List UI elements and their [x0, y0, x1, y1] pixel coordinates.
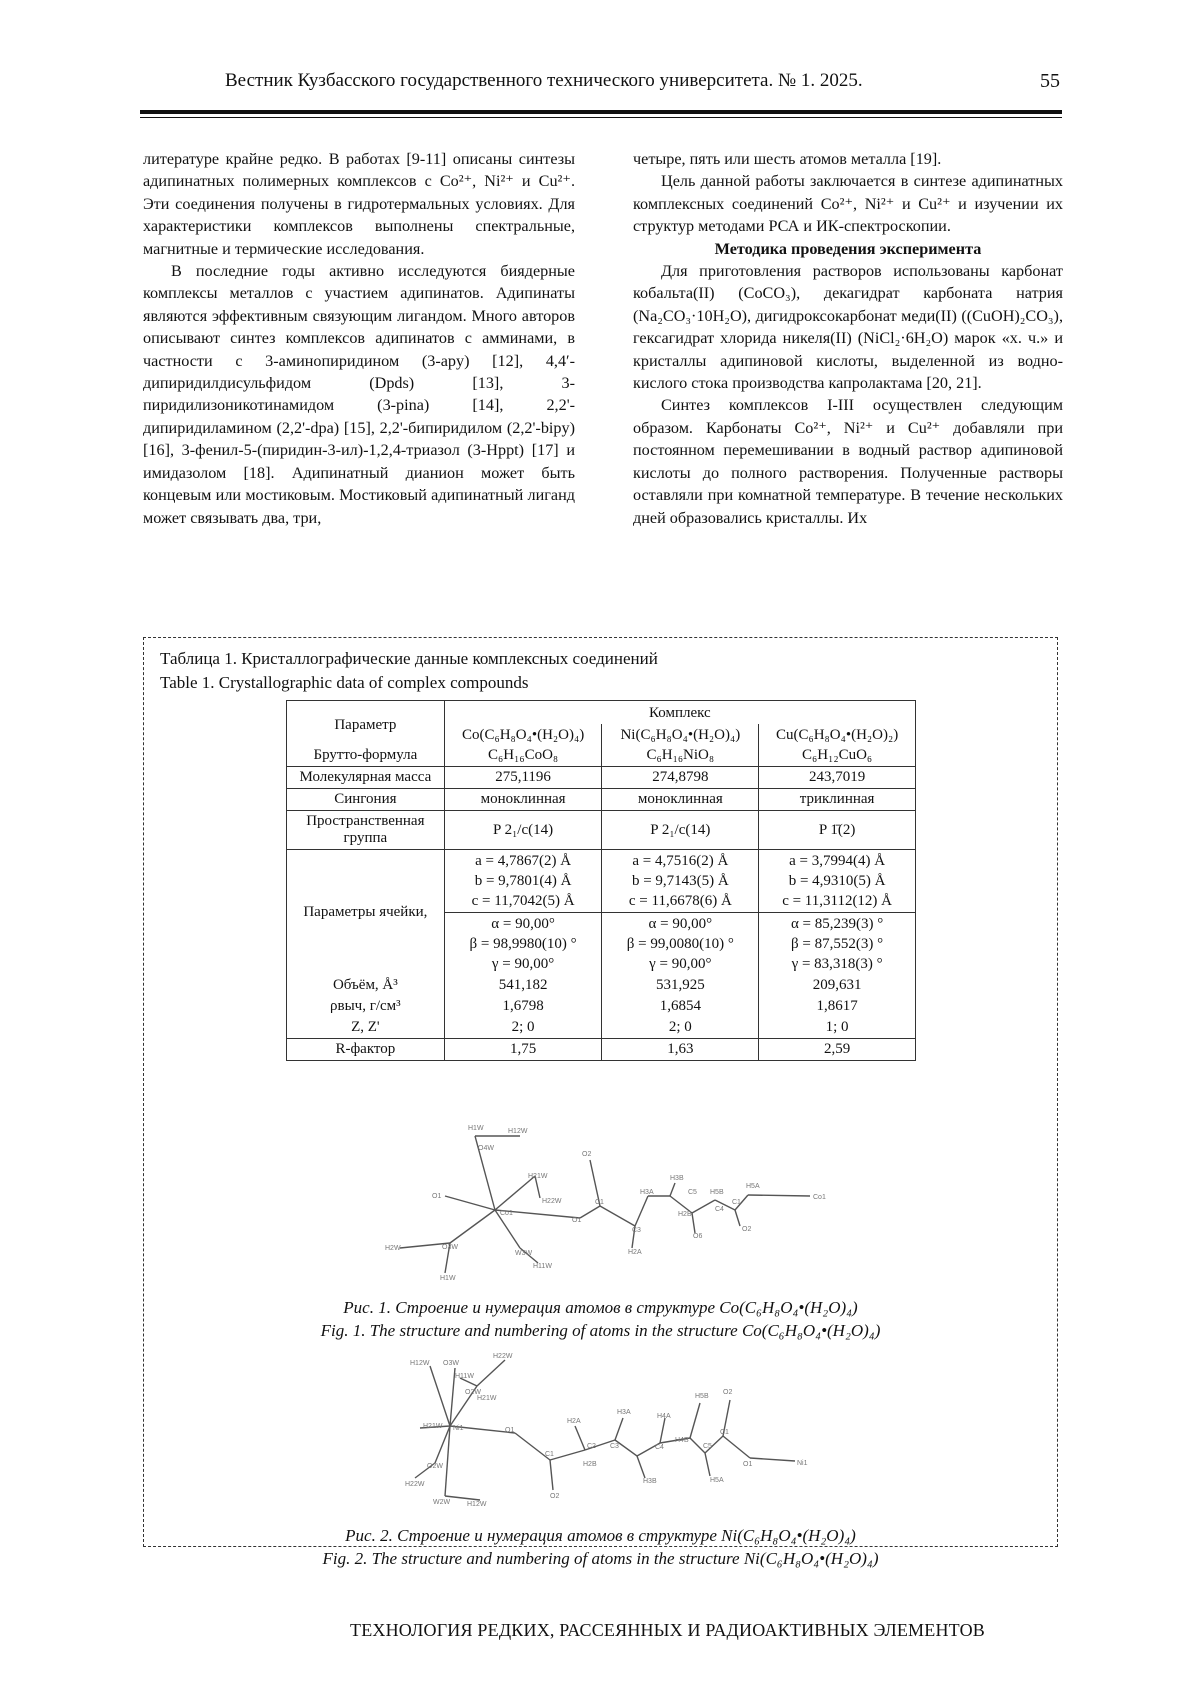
right-paragraph-1: четыре, пять или шесть атомов металла [19].	[633, 150, 942, 168]
table-value: 2,59	[759, 1039, 916, 1061]
table-cell-cu	[759, 724, 916, 767]
table-compound-co: Co(C₆H₈O₄•(H₂O)₄)	[461, 727, 585, 743]
table-param-header: Параметр	[334, 717, 397, 733]
table-caption-en: Table 1. Crystallographic data of complex compounds	[160, 673, 529, 692]
svg-text:C1: C1	[720, 1429, 729, 1436]
svg-text:H4A: H4A	[657, 1413, 671, 1420]
svg-text:O1: O1	[505, 1427, 515, 1434]
svg-text:H2B: H2B	[583, 1461, 597, 1468]
table-label-r-factor: R-фактор	[287, 1039, 445, 1061]
cell-c-cu: c = 11,3112(12) Å	[782, 893, 893, 909]
table-compound-ni: Ni(C₆H₈O₄•(H₂O)₄)	[620, 727, 741, 743]
cell-gamma-co: γ = 90,00°	[491, 956, 555, 972]
svg-text:O2W: O2W	[465, 1389, 481, 1396]
left-text-column	[143, 148, 575, 632]
svg-text:H11W: H11W	[533, 1263, 552, 1270]
table-value: 541,182	[444, 975, 602, 996]
svg-text:O1: O1	[572, 1217, 582, 1224]
cell-beta-cu: β = 87,552(3) °	[791, 936, 884, 952]
table-value: 243,7019	[759, 767, 916, 789]
cell-beta-co: β = 98,9980(10) °	[469, 936, 577, 952]
svg-text:H22W: H22W	[542, 1198, 562, 1205]
svg-text:O3W: O3W	[442, 1244, 458, 1251]
table-row-density	[287, 996, 916, 1017]
cell-c-co: c = 11,7042(5) Å	[471, 893, 575, 909]
table-row-molar-mass	[287, 767, 916, 789]
svg-text:H2A: H2A	[567, 1418, 581, 1425]
svg-text:H4B: H4B	[675, 1437, 689, 1444]
svg-text:Co1: Co1	[500, 1210, 513, 1217]
table-caption-ru: Таблица 1. Кристаллографические данные комплексных соединений	[160, 649, 658, 668]
svg-text:H3B: H3B	[643, 1478, 657, 1485]
svg-text:C5: C5	[703, 1443, 712, 1450]
svg-text:W2W: W2W	[433, 1499, 451, 1506]
running-title: Вестник Кузбасского государственного технического университета. № 1. 2025.	[225, 70, 863, 91]
svg-text:H2W: H2W	[385, 1245, 401, 1252]
svg-text:H1W: H1W	[440, 1275, 456, 1282]
table-value: 1,6854	[602, 996, 759, 1017]
table-row-cell-lengths	[287, 850, 916, 913]
table-row-volume	[287, 975, 916, 996]
cell-gamma-cu: γ = 83,318(3) °	[791, 956, 883, 972]
svg-text:C4: C4	[655, 1444, 664, 1451]
fig1-atom-labels	[385, 1125, 826, 1282]
svg-text:C5: C5	[688, 1189, 697, 1196]
svg-text:C1: C1	[595, 1199, 604, 1206]
svg-text:Ni1: Ni1	[453, 1425, 464, 1432]
table-label-syngony: Сингония	[287, 789, 445, 811]
svg-text:O2: O2	[723, 1389, 733, 1396]
table-complex-header: Комплекс	[444, 701, 915, 725]
svg-text:H21W: H21W	[477, 1395, 497, 1402]
cell-alpha-ni: α = 90,00°	[648, 916, 713, 932]
table-value: P 2₁/c(14)	[444, 811, 602, 850]
table-label-molar-mass: Молекулярная масса	[287, 767, 445, 789]
table-cell-co	[444, 724, 602, 767]
svg-text:H12W: H12W	[410, 1360, 430, 1367]
figure1-caption	[143, 1296, 1058, 1342]
svg-text:H3B: H3B	[670, 1175, 684, 1182]
table-value: 1,8617	[759, 996, 916, 1017]
right-paragraph-synthesis: Синтез комплексов I-III осуществлен следующим образом. Карбонаты Co²⁺, Ni²⁺ и Cu²⁺ добавляли при постоянном перемешивании в водный раствор адипиновой кислоты до полного растворения. Полученные растворы оставляли при комнатной температуре. В течение нескольких дней образовались кристаллы. Их	[633, 396, 1063, 527]
right-text-column	[633, 148, 1063, 632]
svg-text:H5B: H5B	[710, 1189, 724, 1196]
cell-beta-ni: β = 99,0080(10) °	[626, 936, 734, 952]
table-header-row	[287, 701, 916, 725]
figure1-caption-ru: Рис. 1. Строение и нумерация атомов в структуре Co(C₆H₈O₄•(H₂O)₄)	[343, 1298, 858, 1317]
table-value: 274,8798	[602, 767, 759, 789]
cell-b-cu: b = 4,9310(5) Å	[788, 873, 886, 889]
svg-text:O6: O6	[693, 1233, 703, 1240]
svg-text:H2A: H2A	[628, 1249, 642, 1256]
page-number: 55	[1040, 70, 1060, 92]
right-paragraph-aim: Цель данной работы заключается в синтезе адипинатных комплексных соединений Co²⁺, Ni²⁺ и Cu²⁺ и изучении их структур методами РСА и ИК-спектроскопии.	[633, 172, 1063, 236]
svg-text:C3: C3	[632, 1227, 641, 1234]
svg-text:H5A: H5A	[746, 1183, 760, 1190]
table-row-syngony	[287, 789, 916, 811]
svg-text:H1W: H1W	[468, 1125, 484, 1132]
svg-text:H12W: H12W	[508, 1128, 528, 1135]
figure1-caption-en: Fig. 1. The structure and numbering of atoms in the structure Co(C₆H₈O₄•(H₂O)₄)	[320, 1321, 881, 1340]
svg-text:H5A: H5A	[710, 1477, 724, 1484]
cell-alpha-co: α = 90,00°	[491, 916, 555, 932]
table-label-formula: Брутто-формула	[313, 747, 418, 763]
figure2-caption-en: Fig. 2. The structure and numbering of atoms in the structure Ni(C₆H₈O₄•(H₂O)₄)	[322, 1549, 879, 1568]
journal-section-title: ТЕХНОЛОГИЯ РЕДКИХ, РАССЕЯННЫХ И РАДИОАКТИВНЫХ ЭЛЕМЕНТОВ	[350, 1620, 986, 1640]
fig2-atom-labels	[405, 1353, 808, 1508]
table-value: P 1̄(2)	[759, 811, 916, 850]
svg-text:O2: O2	[550, 1493, 560, 1500]
section-heading-methods: Методика проведения эксперимента	[714, 239, 982, 258]
header-rule-thin	[140, 117, 1062, 118]
left-paragraph-2: В последние годы активно исследуются биядерные комплексы металлов с участием адипинатов. Адипинаты являются эффективным связующим лигандом. Много авторов описывают синтез комплексов адипинатов с амминами, в частности с 3-аминопиридином (3-apy) [12], 4,4′-дипиридилдисульфидом (Dpds) [13], 3-пиридилизоникотинамидом (3-pina) [14], 2,2'-дипиридиламином (2,2'-dpa) [15], 2,2'-бипиридилом (2,2'-bipy) [16], 3-фенил-5-(пиридин-3-ил)-1,2,4-триазол (3-Hppt) [17] и имидазолом [18]. Адипинатный дианион может быть концевым или мостиковым. Мостиковый адипинатный лиганд может связывать два, три,	[143, 262, 575, 527]
svg-text:O4W: O4W	[478, 1145, 494, 1152]
table-value: моноклинная	[602, 789, 759, 811]
table-label-cell: Параметры ячейки,	[287, 850, 445, 976]
svg-text:O3W: O3W	[443, 1360, 459, 1367]
svg-text:Ni1: Ni1	[797, 1460, 808, 1467]
cell-a-cu: a = 3,7994(4) Å	[789, 853, 886, 869]
svg-text:H12W: H12W	[467, 1501, 487, 1508]
table-cell-lengths-co	[444, 850, 602, 913]
fig2-bonds	[415, 1360, 795, 1500]
table-label-space-group: Пространственная группа	[287, 811, 445, 850]
header-rule-thick	[140, 110, 1062, 114]
table-value: P 2₁/c(14)	[602, 811, 759, 850]
table-row-space-group	[287, 811, 916, 850]
table-cell-angles-cu	[759, 913, 916, 976]
svg-text:H22W: H22W	[493, 1353, 513, 1360]
table-value: моноклинная	[444, 789, 602, 811]
table-value: 1; 0	[759, 1017, 916, 1039]
svg-text:H21W: H21W	[423, 1423, 443, 1430]
fig1-bonds	[400, 1136, 810, 1273]
svg-text:H11W: H11W	[455, 1373, 474, 1380]
left-paragraph-1: литературе крайне редко. В работах [9-11] описаны синтезы адипинатных полимерных комплексов с Co²⁺, Ni²⁺ и Cu²⁺. Эти соединения получены в гидротермальных условиях. Для характеристики комплексов выполнены спектральные, магнитные и термические исследования.	[143, 150, 575, 258]
table-caption	[160, 647, 658, 695]
table-cell-lengths-ni	[602, 850, 759, 913]
figure2-structure-drawing	[405, 1348, 855, 1523]
cell-b-co: b = 9,7801(4) Å	[474, 873, 572, 889]
table-cell-param-header	[287, 701, 445, 767]
table-formula-co: C₆H₁₆CoO₈	[488, 747, 559, 763]
svg-text:O1: O1	[432, 1193, 442, 1200]
cell-a-ni: a = 4,7516(2) Å	[632, 853, 729, 869]
cell-a-co: a = 4,7867(2) Å	[475, 853, 572, 869]
table-cell-ni	[602, 724, 759, 767]
table-compound-cu: Cu(C₆H₈O₄•(H₂O)₂)	[775, 727, 899, 743]
table-value: 209,631	[759, 975, 916, 996]
table-formula-ni: C₆H₁₆NiO₈	[646, 747, 715, 763]
svg-text:H22W: H22W	[405, 1481, 425, 1488]
table-label-z: Z, Z'	[287, 1017, 445, 1039]
svg-text:O2W: O2W	[427, 1463, 443, 1470]
svg-text:Co1: Co1	[813, 1194, 826, 1201]
table-label-volume: Объём, Å³	[287, 975, 445, 996]
table-value: 2; 0	[444, 1017, 602, 1039]
table-cell-angles-co	[444, 913, 602, 976]
table-label-density: ρвыч, г/см³	[287, 996, 445, 1017]
table-formula-cu: C₆H₁₂CuO₆	[802, 747, 873, 763]
table-row-r-factor	[287, 1039, 916, 1061]
table-cell-angles-ni	[602, 913, 759, 976]
svg-text:W3W: W3W	[515, 1250, 533, 1257]
crystallographic-table	[286, 700, 916, 1061]
table-row-z	[287, 1017, 916, 1039]
table-cell-lengths-cu	[759, 850, 916, 913]
table-value: триклинная	[759, 789, 916, 811]
svg-text:H3A: H3A	[617, 1409, 631, 1416]
figure1-structure-drawing	[370, 1108, 840, 1298]
table-value: 1,63	[602, 1039, 759, 1061]
table-value: 1,6798	[444, 996, 602, 1017]
svg-text:C4: C4	[715, 1206, 724, 1213]
cell-alpha-cu: α = 85,239(3) °	[790, 916, 884, 932]
table-value: 1,75	[444, 1039, 602, 1061]
cell-b-ni: b = 9,7143(5) Å	[631, 873, 729, 889]
svg-text:H3A: H3A	[640, 1189, 654, 1196]
svg-text:H2B: H2B	[678, 1211, 692, 1218]
cell-gamma-ni: γ = 90,00°	[649, 956, 712, 972]
svg-text:O2: O2	[582, 1151, 592, 1158]
svg-text:H21W: H21W	[528, 1173, 548, 1180]
figure2-caption-ru: Рис. 2. Строение и нумерация атомов в структуре Ni(C₆H₈O₄•(H₂O)₄)	[345, 1526, 856, 1545]
svg-text:O1: O1	[743, 1461, 753, 1468]
svg-text:O2: O2	[742, 1226, 752, 1233]
svg-text:C1: C1	[545, 1451, 554, 1458]
table-value: 275,1196	[444, 767, 602, 789]
table-value: 2; 0	[602, 1017, 759, 1039]
cell-c-ni: c = 11,6678(6) Å	[628, 893, 732, 909]
svg-text:C1: C1	[732, 1199, 741, 1206]
svg-text:C3: C3	[610, 1443, 619, 1450]
table-value: 531,925	[602, 975, 759, 996]
svg-text:C2: C2	[587, 1443, 596, 1450]
figure2-caption	[143, 1524, 1058, 1570]
svg-text:H5B: H5B	[695, 1393, 709, 1400]
right-paragraph-reagents: Для приготовления растворов использованы карбонат кобальта(II) (CoCO₃), декагидрат карбоната натрия (Na₂CO₃·10H₂O), дигидроксокарбонат меди(II) ((CuOH)₂CO₃), гексагидрат хлорида никеля(II) (NiCl₂·6H₂O) марок «х. ч.» и кристаллы адипиновой кислоты, выделенной из водно-кислого стока производства капролактама [20, 21].	[633, 262, 1063, 393]
